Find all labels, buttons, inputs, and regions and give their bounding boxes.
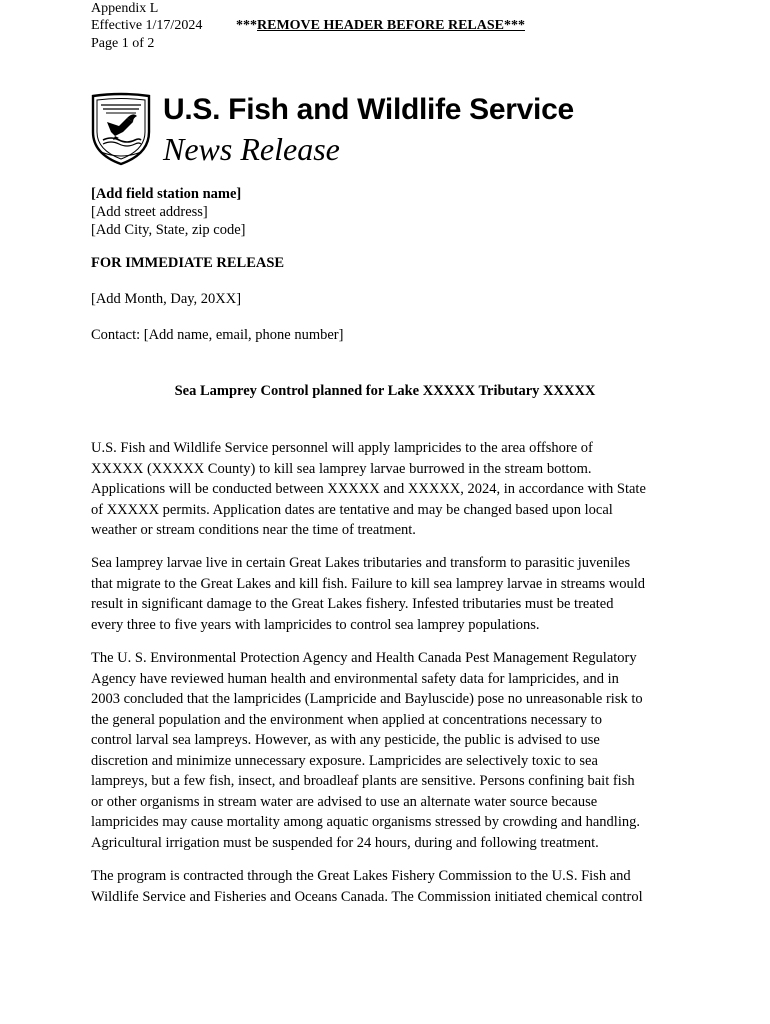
paragraph-line: Agency have reviewed human health and environmental safety data for lampricides, and in xyxy=(91,670,619,687)
release-date: [Add Month, Day, 20XX] xyxy=(91,291,242,307)
effective-date: Effective 1/17/2024 xyxy=(91,18,203,33)
paragraph-line: U.S. Fish and Wildlife Service personnel will apply lampricides to the area offshore of xyxy=(91,440,593,456)
remove-header-text: REMOVE HEADER BEFORE RELASE*** xyxy=(257,18,525,33)
paragraph-line: every three to five years with lampricides to control sea lamprey populations. xyxy=(91,616,540,633)
paragraph-line: of XXXXX permits. Application dates are tentative and may be changed based upon local xyxy=(91,501,613,518)
agency-name: U.S. Fish and Wildlife Service xyxy=(163,93,574,126)
news-release-title: News Release xyxy=(163,131,340,167)
paragraph-line: control larval sea lampreys. However, as with any pesticide, the public is advised to use xyxy=(91,732,600,748)
headline: Sea Lamprey Control planned for Lake XXXXX Tributary XXXXX xyxy=(174,383,596,399)
paragraph-2 xyxy=(91,553,676,635)
usfws-logo-icon xyxy=(89,92,153,166)
paragraph-line: or other organisms in stream water are advised to use an alternate water source because xyxy=(91,793,598,810)
appendix-label: Appendix L xyxy=(91,1,159,16)
city-state-zip: [Add City, State, zip code] xyxy=(91,222,246,238)
paragraph-line: lampricides may cause mortality among aquatic organisms stressed by crowding and handling. xyxy=(91,814,640,830)
paragraph-line: 2003 concluded that the lampricides (Lampricide and Bayluscide) pose no unreasonable risk to xyxy=(91,691,643,707)
contact-line: Contact: [Add name, email, phone number] xyxy=(91,327,344,343)
paragraph-3 xyxy=(91,648,676,853)
paragraph-4 xyxy=(91,866,676,907)
street-address: [Add street address] xyxy=(91,204,208,220)
paragraph-line: discretion and minimize unnecessary exposure. Lampricides are selectively toxic to sea xyxy=(91,752,598,769)
release-label: FOR IMMEDIATE RELEASE xyxy=(91,255,285,271)
paragraph-line: Sea lamprey larvae live in certain Great Lakes tributaries and transform to parasitic juveniles xyxy=(91,555,631,571)
paragraph-line: The U. S. Environmental Protection Agency and Health Canada Pest Management Regulatory xyxy=(91,650,637,666)
paragraph-line: weather or stream conditions near the time of treatment. xyxy=(91,522,416,538)
paragraph-line: Applications will be conducted between XXXXX and XXXXX, 2024, in accordance with State xyxy=(91,481,646,497)
paragraph-line: the general population and the environment when applied at concentrations necessary to xyxy=(91,711,602,728)
paragraph-line: The program is contracted through the Great Lakes Fishery Commission to the U.S. Fish and xyxy=(91,868,631,884)
paragraph-line: Agricultural irrigation must be suspended for 24 hours, during and following treatment. xyxy=(91,834,599,851)
paragraph-line: XXXXX (XXXXX County) to kill sea lamprey larvae burrowed in the stream bottom. xyxy=(91,460,592,477)
paragraph-1 xyxy=(91,438,676,541)
page-number: Page 1 of 2 xyxy=(91,36,155,51)
paragraph-line: Wildlife Service and Fisheries and Oceans Canada. The Commission initiated chemical control xyxy=(91,888,643,905)
field-station-name: [Add field station name] xyxy=(91,186,242,202)
remove-header-note xyxy=(236,17,525,35)
paragraph-line: lampreys, but a few fish, insect, and broadleaf plants are sensitive. Persons confining bait fish xyxy=(91,773,635,789)
remove-header-prefix: *** xyxy=(236,18,257,33)
paragraph-line: that migrate to the Great Lakes and kill fish. Failure to kill sea lamprey larvae in streams would xyxy=(91,575,646,592)
paragraph-line: result in significant damage to the Great Lakes fishery. Infested tributaries must be treated xyxy=(91,596,614,612)
